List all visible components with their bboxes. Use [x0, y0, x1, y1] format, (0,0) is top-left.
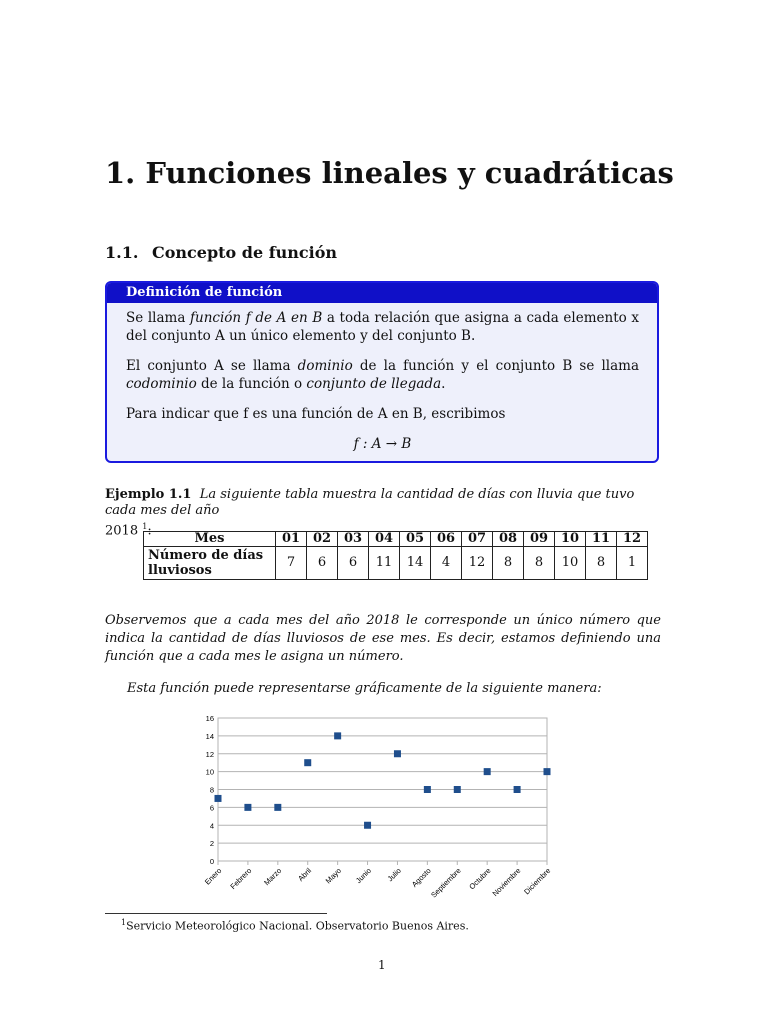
table-cell: 10 — [555, 547, 586, 580]
data-point — [215, 795, 222, 802]
text: : — [147, 523, 152, 539]
table-header-cell: 04 — [369, 532, 400, 547]
data-point — [394, 750, 401, 757]
table-row — [144, 547, 648, 580]
table-cell: 12 — [462, 547, 493, 580]
y-tick-label: 8 — [209, 785, 214, 795]
emphasis: función f de A en B — [190, 310, 323, 326]
table-header-cell: 06 — [431, 532, 462, 547]
table-row-label — [144, 547, 276, 580]
table-header-cell: 05 — [400, 532, 431, 547]
table-header-cell: 07 — [462, 532, 493, 547]
definition-paragraph-3: Para indicar que f es una función de A en B, escribimos — [126, 406, 506, 422]
text: Se llama — [126, 310, 191, 326]
text: de la función y el conjunto B se llama — [352, 358, 639, 374]
table-header-cell: Mes — [144, 532, 276, 547]
text: . — [441, 376, 446, 392]
table-cell: 8 — [493, 547, 524, 580]
text: a toda relación que asigna a cada elemento x del conjunto A un único elemento y del conjunto B. — [126, 310, 639, 344]
observation-paragraph: Observemos que a cada mes del año 2018 le corresponde un único número que indica la cantidad de días lluviosos de ese mes. Es decir, estamos definiendo una función que a cada mes le asigna un número. — [105, 613, 661, 664]
footnote-mark: 1 — [121, 918, 127, 927]
x-tick-label: Noviembre — [490, 866, 523, 899]
chart-lead-in: Esta función puede representarse gráficamente de la siguiente manera: — [127, 681, 602, 696]
emphasis: codominio — [126, 376, 197, 392]
x-tick-label: Octubre — [467, 866, 493, 892]
section-number: 1.1. — [105, 243, 139, 262]
rain-table — [143, 531, 648, 580]
example-label: Ejemplo 1.1 — [105, 487, 192, 502]
emphasis: conjunto de llegada — [306, 376, 442, 392]
x-tick-label: Diciembre — [522, 866, 553, 897]
definition-body — [107, 303, 657, 453]
page-number: 1 — [378, 958, 386, 972]
data-point — [424, 786, 431, 793]
chapter-title: 1. Funciones lineales y cuadráticas — [105, 156, 674, 190]
text: lluviosos — [148, 563, 212, 578]
emphasis: dominio — [297, 358, 353, 374]
footnote — [121, 918, 469, 933]
table-cell: 14 — [400, 547, 431, 580]
y-tick-label: 4 — [209, 821, 214, 831]
section-title — [105, 243, 337, 262]
table-header-cell: 08 — [493, 532, 524, 547]
definition-paragraph-1 — [126, 309, 639, 345]
table-cell: 4 — [431, 547, 462, 580]
table-header-cell: 01 — [276, 532, 307, 547]
x-tick-label: Abril — [296, 866, 314, 884]
table-cell: 8 — [586, 547, 617, 580]
y-tick-label: 16 — [205, 714, 214, 723]
x-tick-label: Febrero — [228, 866, 254, 891]
text: de la función o — [196, 376, 307, 392]
x-tick-label: Mayo — [323, 866, 344, 886]
x-tick-label: Junio — [353, 866, 373, 886]
x-tick-label: Septiembre — [429, 866, 463, 900]
definition-formula: f : A → B — [353, 436, 412, 452]
section-heading: Concepto de función — [152, 243, 337, 262]
x-tick-label: Enero — [202, 866, 224, 887]
table-cell: 6 — [307, 547, 338, 580]
table-header-cell: 11 — [586, 532, 617, 547]
table-header-cell: 10 — [555, 532, 586, 547]
data-point — [454, 786, 461, 793]
text: El conjunto A se llama — [126, 358, 298, 374]
rainfall-scatter-chart — [190, 708, 560, 908]
table-cell: 1 — [617, 547, 648, 580]
table-header-cell: 09 — [524, 532, 555, 547]
footnote-rule — [105, 913, 327, 914]
x-tick-label: Julio — [385, 866, 403, 884]
y-tick-label: 2 — [209, 839, 214, 849]
footnote-mark: 1 — [142, 522, 148, 531]
text: Número de días — [148, 548, 264, 563]
table-header-cell: 03 — [338, 532, 369, 547]
table-cell: 7 — [276, 547, 307, 580]
table-cell: 8 — [524, 547, 555, 580]
data-point — [544, 768, 551, 775]
y-tick-label: 6 — [209, 803, 214, 813]
data-point — [484, 768, 491, 775]
data-point — [334, 732, 341, 739]
table-header-cell: 12 — [617, 532, 648, 547]
definition-box — [105, 281, 659, 463]
table-header-row — [144, 532, 648, 547]
definition-paragraph-2 — [126, 357, 639, 393]
x-tick-label: Marzo — [262, 866, 284, 888]
data-point — [304, 759, 311, 766]
data-point — [244, 804, 251, 811]
table-cell: 11 — [369, 547, 400, 580]
text: Servicio Meteorológico Nacional. Observatorio Buenos Aires. — [126, 919, 469, 933]
table-cell: 6 — [338, 547, 369, 580]
example-year: 2018 — [105, 523, 139, 539]
x-tick-label: Agosto — [409, 866, 433, 889]
data-point — [514, 786, 521, 793]
table-header-cell: 02 — [307, 532, 338, 547]
definition-header: Definición de función — [107, 283, 657, 303]
y-tick-label: 10 — [205, 767, 214, 777]
y-tick-label: 14 — [205, 731, 214, 741]
example-statement: La siguiente tabla muestra la cantidad de días con lluvia que tuvo cada mes del año — [105, 487, 635, 518]
data-point — [364, 822, 371, 829]
y-tick-label: 12 — [205, 749, 214, 759]
data-point — [274, 804, 281, 811]
y-tick-label: 0 — [209, 857, 214, 866]
